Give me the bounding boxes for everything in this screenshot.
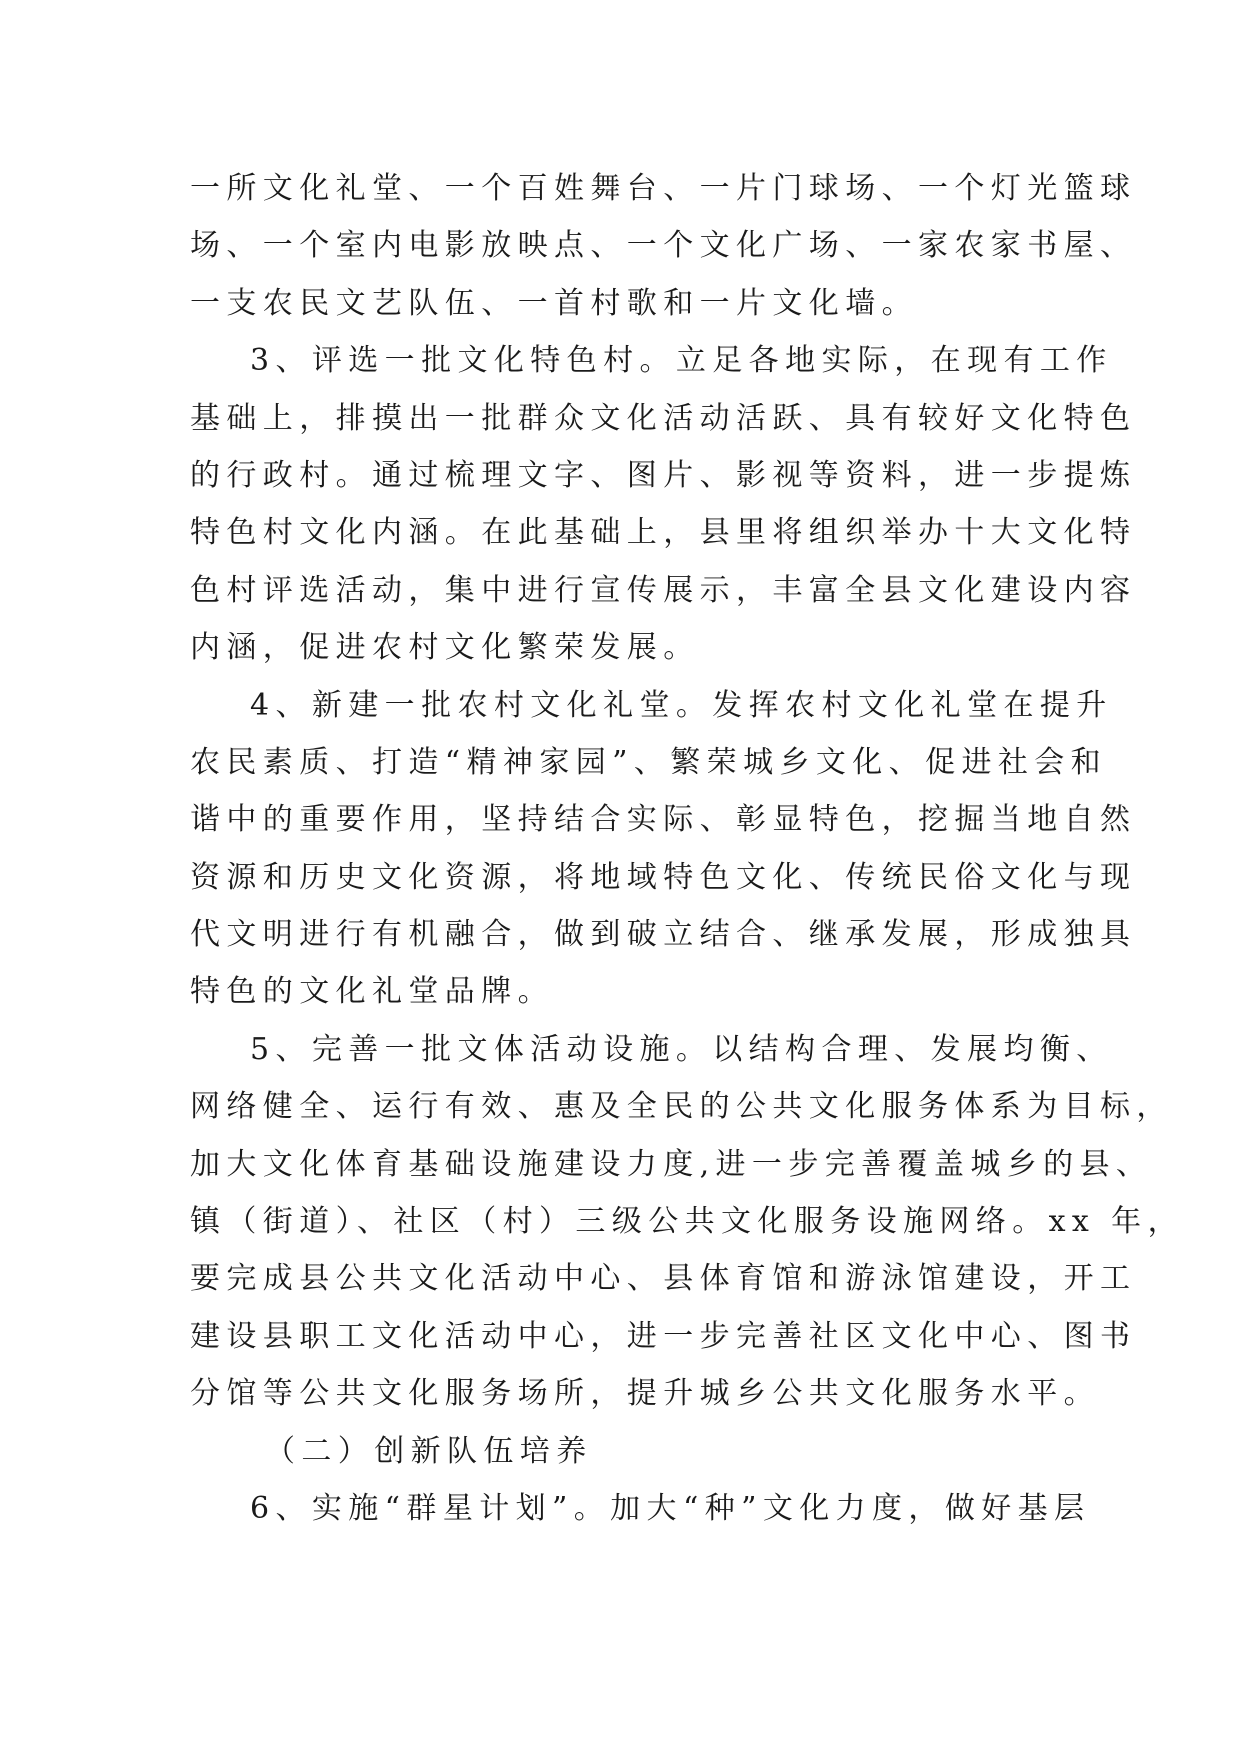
section-heading: （二）创新队伍培养 [265, 1433, 593, 1469]
paragraph-line: 特色村文化内涵。在此基础上，县里将组织举办十大文化特 [190, 515, 1137, 551]
paragraph-line: 分馆等公共文化服务场所，提升城乡公共文化服务水平。 [190, 1376, 1100, 1412]
paragraph-line: 网络健全、运行有效、惠及全民的公共文化服务体系为目标， [190, 1089, 1173, 1125]
paragraph-line: 镇（街道）、社区（村）三级公共文化服务设施网络。xx 年， [190, 1204, 1184, 1240]
paragraph-line: 内涵，促进农村文化繁荣发展。 [190, 630, 700, 666]
paragraph-line: 加大文化体育基础设施建设力度,进一步完善覆盖城乡的县、 [190, 1146, 1153, 1182]
paragraph-line: 要完成县公共文化活动中心、县体育馆和游泳馆建设，开工 [190, 1261, 1137, 1297]
paragraph-line: 建设县职工文化活动中心，进一步完善社区文化中心、图书 [190, 1318, 1137, 1354]
paragraph-line: 4、新建一批农村文化礼堂。发挥农村文化礼堂在提升 [250, 687, 1113, 723]
paragraph-line: 5、完善一批文体活动设施。以结构合理、发展均衡、 [250, 1031, 1113, 1067]
document-body [190, 160, 1184, 1537]
paragraph-line: 一所文化礼堂、一个百姓舞台、一片门球场、一个灯光篮球 [190, 171, 1137, 206]
paragraph-line: 一支农民文艺队伍、一首村歌和一片文化墙。 [190, 285, 918, 321]
paragraph-line: 场、一个室内电影放映点、一个文化广场、一家农家书屋、 [190, 228, 1137, 264]
paragraph-line: 6、实施“群星计划”。加大“种”文化力度，做好基层 [250, 1490, 1091, 1526]
paragraph-line: 代文明进行有机融合，做到破立结合、继承发展，形成独具 [190, 917, 1137, 953]
paragraph-line: 谐中的重要作用，坚持结合实际、彰显特色，挖掘当地自然 [190, 802, 1137, 838]
paragraph-line: 基础上，排摸出一批群众文化活动活跃、具有较好文化特色 [190, 400, 1137, 436]
paragraph-line: 特色的文化礼堂品牌。 [190, 974, 554, 1010]
paragraph-line: 色村评选活动，集中进行宣传展示，丰富全县文化建设内容 [190, 572, 1137, 608]
paragraph-line: 农民素质、打造“精神家园”、繁荣城乡文化、促进社会和 [190, 744, 1108, 780]
paragraph-line: 的行政村。通过梳理文字、图片、影视等资料，进一步提炼 [190, 457, 1137, 493]
paragraph-line: 资源和历史文化资源，将地域特色文化、传统民俗文化与现 [190, 859, 1137, 895]
paragraph-line: 3、评选一批文化特色村。立足各地实际，在现有工作 [250, 343, 1113, 379]
